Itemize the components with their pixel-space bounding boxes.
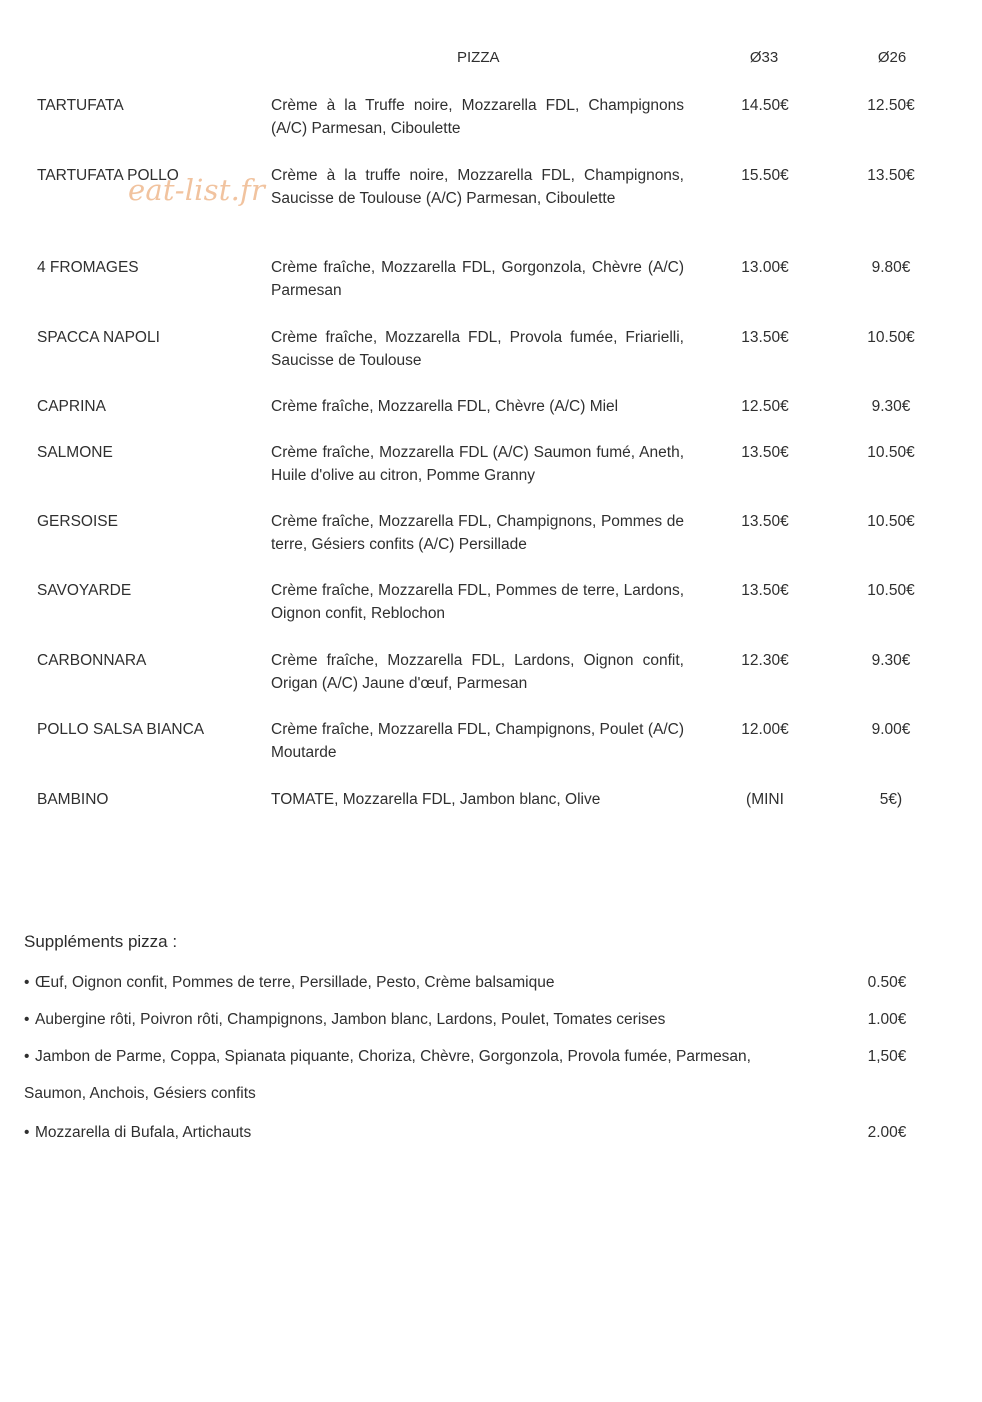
pizza-description: Crème fraîche, Mozzarella FDL, Champignons, Poulet (A/C) Moutarde bbox=[271, 721, 684, 761]
pizza-description: Crème fraîche, Mozzarella FDL, Champignons, Pommes de terre, Gésiers confits (A/C) Persillade bbox=[271, 513, 684, 553]
pizza-row bbox=[0, 256, 982, 326]
pizza-row bbox=[0, 649, 982, 718]
price-26: 12.50€ bbox=[867, 97, 915, 114]
pizza-row bbox=[0, 788, 982, 818]
watermark: eat-list.fr bbox=[128, 173, 266, 207]
price-26: 13.50€ bbox=[867, 167, 915, 184]
menu-header bbox=[0, 49, 982, 69]
pizza-description: Crème à la truffe noire, Mozzarella FDL, Champignons, Saucisse de Toulouse (A/C) Parmesan, Ciboulette bbox=[271, 167, 684, 207]
pizza-description: TOMATE, Mozzarella FDL, Jambon blanc, Olive bbox=[271, 791, 601, 808]
supplement-price: 2.00€ bbox=[867, 1124, 907, 1141]
price-33: (MINI bbox=[746, 791, 784, 808]
pizza-list bbox=[0, 94, 982, 818]
bullet-icon: • bbox=[24, 1124, 30, 1141]
price-33: 12.00€ bbox=[741, 721, 789, 738]
price-33: 13.50€ bbox=[741, 582, 789, 599]
price-33: 13.50€ bbox=[741, 329, 789, 346]
pizza-name: TARTUFATA POLLO bbox=[37, 167, 179, 184]
supplement-price: 1.00€ bbox=[867, 1011, 907, 1028]
pizza-description: Crème fraîche, Mozzarella FDL, Gorgonzola, Chèvre (A/C) Parmesan bbox=[271, 259, 684, 299]
pizza-row bbox=[0, 395, 982, 441]
price-33: 13.50€ bbox=[741, 444, 789, 461]
size-33-header: Ø33 bbox=[749, 49, 779, 66]
pizza-name: POLLO SALSA BIANCA bbox=[37, 721, 205, 738]
supplement-text: Mozzarella di Bufala, Artichauts bbox=[35, 1124, 252, 1141]
supplement-text: Aubergine rôti, Poivron rôti, Champignons, Jambon blanc, Lardons, Poulet, Tomates cerises bbox=[35, 1011, 666, 1028]
bullet-icon: • bbox=[24, 1048, 30, 1065]
price-33: 12.30€ bbox=[741, 652, 789, 669]
supplement-price: 1,50€ bbox=[867, 1048, 907, 1065]
pizza-row bbox=[0, 164, 982, 256]
pizza-name: TARTUFATA bbox=[37, 97, 124, 114]
pizza-description: Crème fraîche, Mozzarella FDL (A/C) Saumon fumé, Aneth, Huile d'olive au citron, Pomme Granny bbox=[271, 444, 684, 484]
price-33: 13.00€ bbox=[741, 259, 789, 276]
supplement-item bbox=[24, 1046, 844, 1068]
supplement-text: Saumon, Anchois, Gésiers confits bbox=[24, 1085, 256, 1102]
pizza-description: Crème fraîche, Mozzarella FDL, Pommes de terre, Lardons, Oignon confit, Reblochon bbox=[271, 582, 684, 622]
price-26: 10.50€ bbox=[867, 329, 915, 346]
price-26: 9.80€ bbox=[871, 259, 911, 276]
price-26: 9.30€ bbox=[871, 652, 911, 669]
supplement-item bbox=[24, 972, 844, 994]
supplement-text: Œuf, Oignon confit, Pommes de terre, Persillade, Pesto, Crème balsamique bbox=[35, 974, 555, 991]
pizza-name: SALMONE bbox=[37, 444, 113, 461]
pizza-row bbox=[0, 718, 982, 788]
price-26: 9.30€ bbox=[871, 398, 911, 415]
price-33: 12.50€ bbox=[741, 398, 789, 415]
pizza-name: SAVOYARDE bbox=[37, 582, 132, 599]
pizza-name: CAPRINA bbox=[37, 398, 106, 415]
price-33: 15.50€ bbox=[741, 167, 789, 184]
pizza-description: Crème fraîche, Mozzarella FDL, Lardons, Oignon confit, Origan (A/C) Jaune d'œuf, Parmesan bbox=[271, 652, 684, 692]
pizza-description: Crème à la Truffe noire, Mozzarella FDL, Champignons (A/C) Parmesan, Ciboulette bbox=[271, 97, 684, 137]
price-26: 5€) bbox=[879, 791, 903, 808]
pizza-name: 4 FROMAGES bbox=[37, 259, 139, 276]
supplements-title: Suppléments pizza : bbox=[24, 932, 178, 951]
supplement-item bbox=[24, 1122, 844, 1144]
price-33: 14.50€ bbox=[741, 97, 789, 114]
pizza-name: SPACCA NAPOLI bbox=[37, 329, 160, 346]
price-26: 10.50€ bbox=[867, 444, 915, 461]
price-33: 13.50€ bbox=[741, 513, 789, 530]
pizza-row bbox=[0, 94, 982, 164]
pizza-name: CARBONNARA bbox=[37, 652, 147, 669]
pizza-row bbox=[0, 510, 982, 579]
supplement-item-continued bbox=[24, 1083, 844, 1105]
pizza-row bbox=[0, 326, 982, 395]
bullet-icon: • bbox=[24, 974, 30, 991]
pizza-description: Crème fraîche, Mozzarella FDL, Provola fumée, Friarielli, Saucisse de Toulouse bbox=[271, 329, 684, 369]
bullet-icon: • bbox=[24, 1011, 30, 1028]
pizza-name: GERSOISE bbox=[37, 513, 118, 530]
pizza-description: Crème fraîche, Mozzarella FDL, Chèvre (A/C) Miel bbox=[271, 398, 619, 415]
size-26-header: Ø26 bbox=[877, 49, 907, 66]
supplement-price: 0.50€ bbox=[867, 974, 907, 991]
pizza-row bbox=[0, 441, 982, 510]
supplement-text: Jambon de Parme, Coppa, Spianata piquante, Choriza, Chèvre, Gorgonzola, Provola fumée, Parmesan, bbox=[35, 1048, 751, 1065]
section-title: PIZZA bbox=[457, 49, 500, 66]
price-26: 10.50€ bbox=[867, 513, 915, 530]
pizza-name: BAMBINO bbox=[37, 791, 109, 808]
supplement-item bbox=[24, 1009, 844, 1031]
price-26: 10.50€ bbox=[867, 582, 915, 599]
price-26: 9.00€ bbox=[871, 721, 911, 738]
pizza-row bbox=[0, 579, 982, 649]
